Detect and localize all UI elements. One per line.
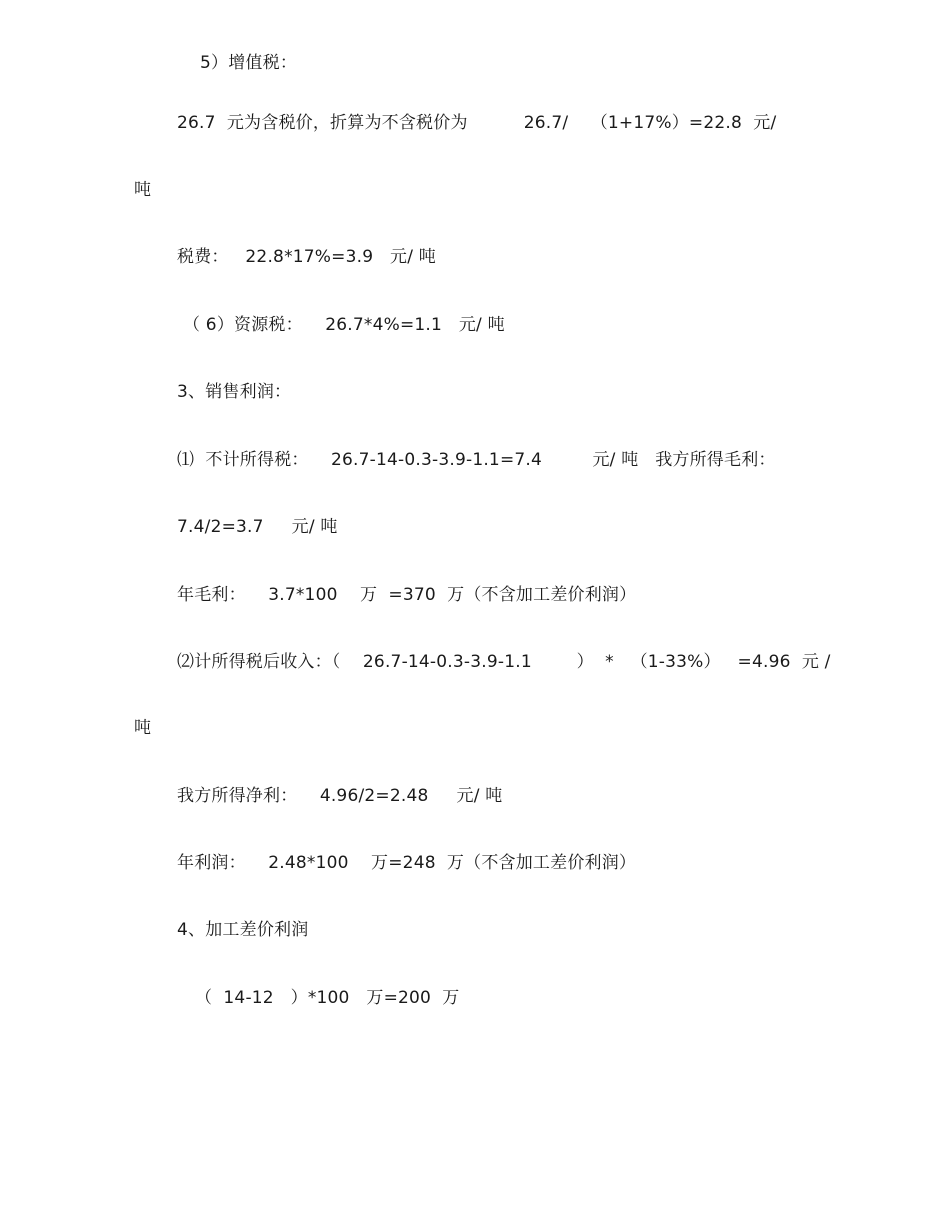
vat-heading: 5）增值税： (200, 53, 298, 73)
vat-tax-fee-line: 税费： 22.8*17%=3.9 元/ 吨 (177, 247, 436, 267)
gross-profit-per-ton-line: 7.4/2=3.7 元/ 吨 (177, 517, 338, 537)
processing-margin-heading: 4、加工差价利润 (177, 920, 309, 940)
annual-gross-profit-line: 年毛利： 3.7*100 万 =370 万（不含加工差价利润） (177, 585, 637, 605)
processing-margin-calc-line: （ 14-12 ）*100 万=200 万 (195, 988, 460, 1008)
pre-income-tax-profit-line: ⑴ 不计所得税： 26.7-14-0.3-3.9-1.1=7.4 元/ 吨 我方所得毛利： (177, 450, 776, 470)
net-profit-per-ton-line: 我方所得净利： 4.96/2=2.48 元/ 吨 (177, 786, 503, 806)
vat-price-conversion-line: 26.7 元为含税价，折算为不含税价为 26.7/ （1+17%）=22.8 元/ (177, 113, 777, 133)
after-tax-income-unit-wrap: 吨 (134, 718, 152, 738)
vat-price-conversion-unit-wrap: 吨 (134, 180, 152, 200)
sales-profit-heading: 3、销售利润： (177, 382, 292, 402)
after-tax-income-line: ⑵计所得税后收入：（ 26.7-14-0.3-3.9-1.1 ） * （1-33%） =4.96 元 / (177, 652, 831, 672)
resource-tax-line: （ 6）资源税： 26.7*4%=1.1 元/ 吨 (183, 315, 505, 335)
annual-net-profit-line: 年利润： 2.48*100 万=248 万（不含加工差价利润） (177, 853, 637, 873)
